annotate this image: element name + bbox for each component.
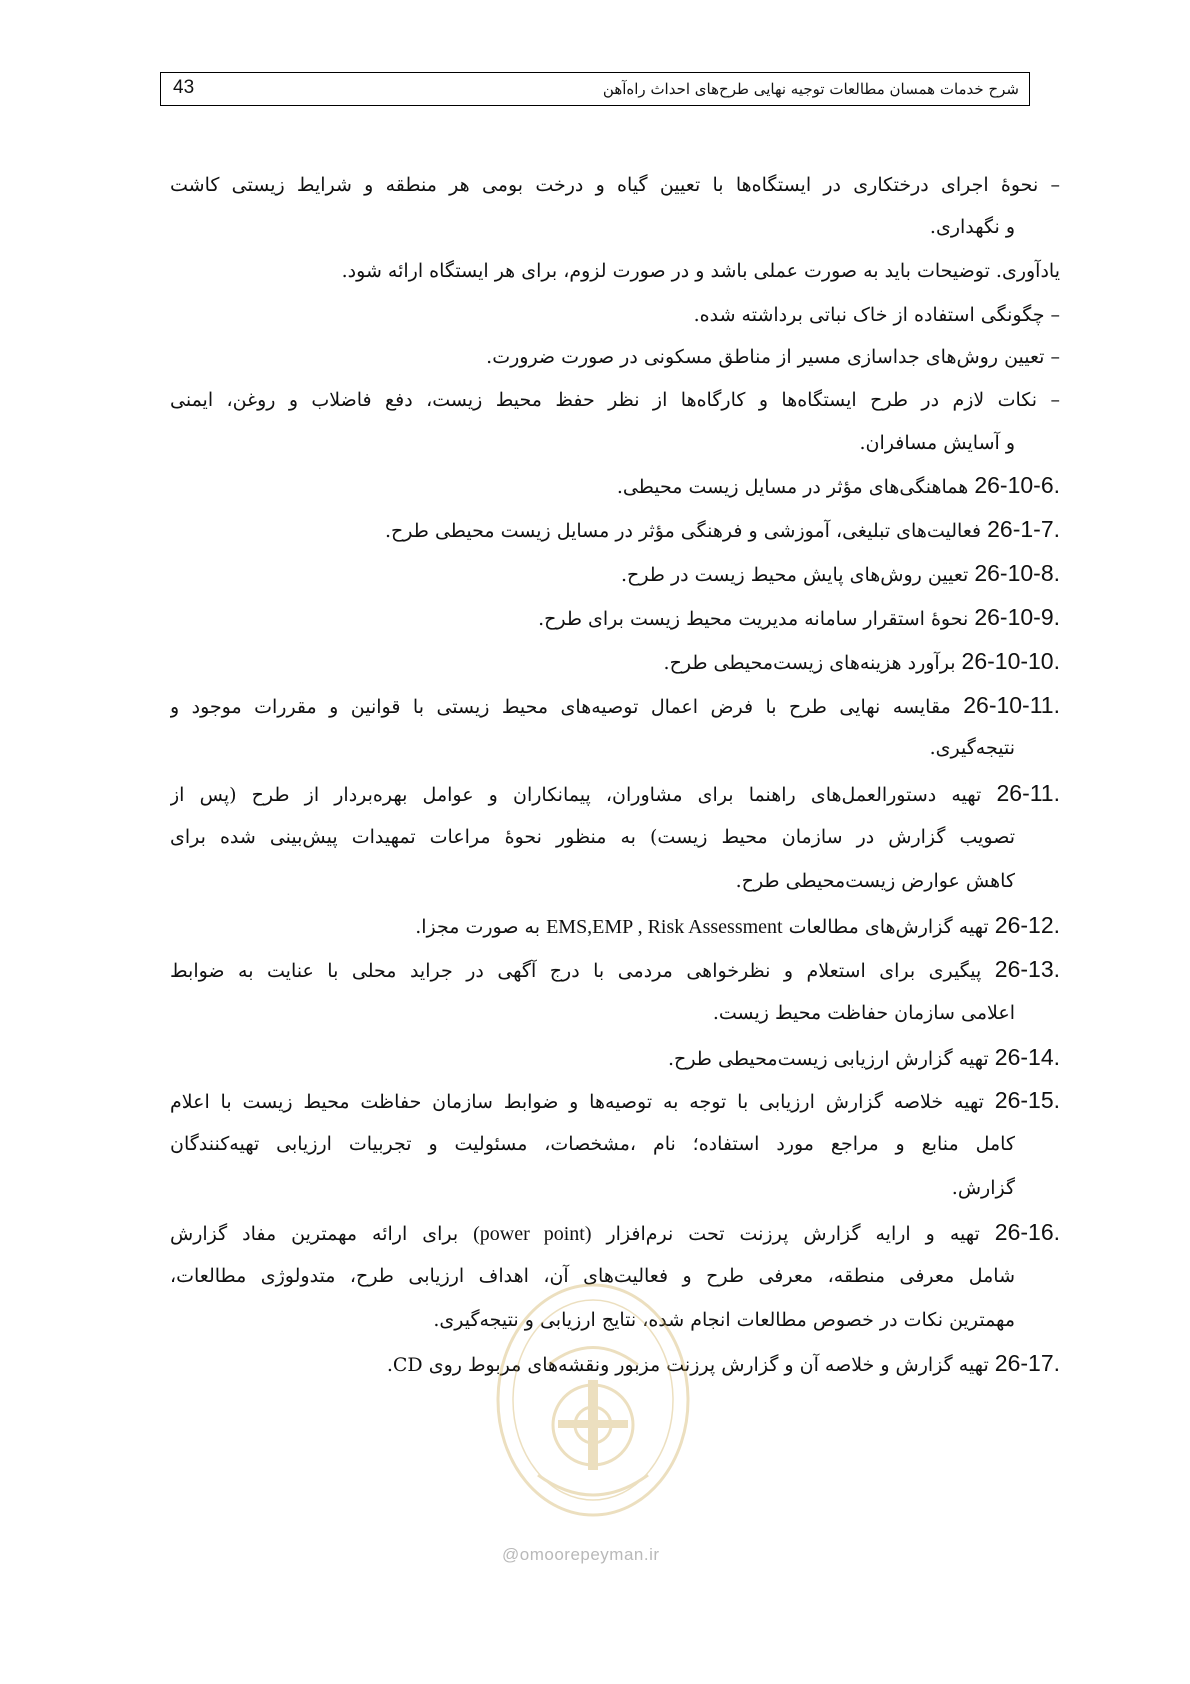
section-item: 26-14. تهیه گزارش ارزیابی زیست‌محیطی طرح. bbox=[668, 1044, 1060, 1070]
section-number: 26-10-10. bbox=[961, 648, 1060, 674]
text-line: مهمترین نکات در خصوص مطالعات انجام شده، نتایج ارزیابی و نتیجه‌گیری. bbox=[433, 1309, 1015, 1331]
section-number: 26-10-6. bbox=[974, 472, 1060, 498]
section-item: 26-1-7. فعالیت‌های تبلیغی، آموزشی و فرهنگی مؤثر در مسایل زیست محیطی طرح. bbox=[385, 516, 1060, 542]
section-item: 26-15. تهیه خلاصه گزارش ارزیابی با توجه به توصیه‌ها و ضوابط سازمان حفاظت محیط زیست با اعلام bbox=[170, 1087, 1060, 1113]
text-line: و نگهداری. bbox=[929, 216, 1015, 238]
text-line: – تعیین روش‌های جداسازی مسیر از مناطق مسکونی در صورت ضرورت. bbox=[486, 346, 1060, 368]
section-number: 26-13. bbox=[994, 956, 1060, 982]
text-line: تصویب گزارش در سازمان محیط زیست) به منظور نحوۀ مراعات تمهیدات پیش‌بینی شده برای bbox=[170, 826, 1015, 848]
section-item: 26-10-6. هماهنگی‌های مؤثر در مسایل زیست محیطی. bbox=[616, 472, 1060, 498]
text-line: شامل معرفی منطقه، معرفی طرح و فعالیت‌های آن، اهداف ارزیابی طرح، متدولوژی مطالعات، bbox=[170, 1265, 1015, 1287]
text-line: کاهش عوارض زیست‌محیطی طرح. bbox=[735, 870, 1015, 892]
section-number: 26-16. bbox=[994, 1219, 1060, 1245]
text-line: – نحوۀ اجرای درختکاری در ایستگاه‌ها با تعیین گیاه و درخت بومی هر منطقه و شرایط زیستی کاشت bbox=[170, 174, 1060, 196]
section-item: 26-13. پیگیری برای استعلام و نظرخواهی مردمی با درج آگهی در جراید محلی با عنایت به ضوابط bbox=[170, 956, 1060, 982]
section-number: 26-14. bbox=[994, 1044, 1060, 1070]
text-line: و آسایش مسافران. bbox=[859, 432, 1015, 454]
section-number: 26-15. bbox=[994, 1087, 1060, 1113]
section-number: 26-11. bbox=[996, 780, 1060, 806]
page-number: 43 bbox=[173, 77, 195, 98]
section-item: 26-10-11. مقایسه نهایی طرح با فرض اعمال توصیه‌های محیط زیستی با قوانین و مقررات موجود و bbox=[170, 692, 1060, 718]
page-header bbox=[160, 72, 1030, 106]
section-number: 26-10-9. bbox=[974, 604, 1060, 630]
section-item: 26-17. تهیه گزارش و خلاصه آن و گزارش پرزنت مزبور ونقشه‌های مربوط روی CD. bbox=[386, 1350, 1060, 1376]
text-line: اعلامی سازمان حفاظت محیط زیست. bbox=[712, 1002, 1015, 1024]
section-item: 26-10-9. نحوۀ استقرار سامانه مدیریت محیط زیست برای طرح. bbox=[538, 604, 1060, 630]
latin-term: (power point) bbox=[473, 1223, 592, 1245]
section-item: 26-10-10. برآورد هزینه‌های زیست‌محیطی طرح. bbox=[663, 648, 1060, 674]
text-line: کامل منابع و مراجع مورد استفاده؛ نام ،مشخصات، مسئولیت و تجربیات ارزیابی تهیه‌کنندگان bbox=[170, 1133, 1015, 1155]
text-line: یادآوری. توضیحات باید به صورت عملی باشد و در صورت لزوم، برای هر ایستگاه ارائه شود. bbox=[341, 260, 1060, 282]
section-number: 26-12. bbox=[994, 912, 1060, 938]
section-number: 26-10-11. bbox=[963, 692, 1060, 718]
section-number: 26-10-8. bbox=[974, 560, 1060, 586]
section-item: 26-16. تهیه و ارایه گزارش پرزنت تحت نرم‌افزار (power point) برای ارائه مهمترین مفاد گزارش bbox=[170, 1219, 1060, 1245]
section-number: 26-1-7. bbox=[987, 516, 1060, 542]
watermark-seal-icon bbox=[488, 1275, 698, 1525]
running-title: شرح خدمات همسان مطالعات توجیه نهایی طرح‌های احداث راه‌آهن bbox=[602, 80, 1019, 98]
watermark-text: @omoorepeyman.ir bbox=[502, 1545, 660, 1564]
text-line: – نکات لازم در طرح ایستگاه‌ها و کارگاه‌ها از نظر حفظ محیط زیست، دفع فاضلاب و روغن، ایمنی bbox=[170, 389, 1060, 411]
section-item: 26-10-8. تعیین روش‌های پایش محیط زیست در طرح. bbox=[621, 560, 1060, 586]
section-item: 26-12. تهیه گزارش‌های مطالعات EMS,EMP , Risk Assessment به صورت مجزا. bbox=[415, 912, 1060, 938]
text-line: گزارش. bbox=[951, 1177, 1015, 1199]
text-line: – چگونگی استفاده از خاک نباتی برداشته شده. bbox=[693, 304, 1060, 326]
latin-term: EMS,EMP , Risk Assessment bbox=[546, 916, 783, 938]
section-number: 26-17. bbox=[994, 1350, 1060, 1376]
text-line: نتیجه‌گیری. bbox=[929, 737, 1015, 759]
section-item: 26-11. تهیه دستورالعمل‌های راهنما برای مشاوران، پیمانکاران و عوامل بهره‌بردار از طرح (پس از bbox=[170, 780, 1060, 806]
